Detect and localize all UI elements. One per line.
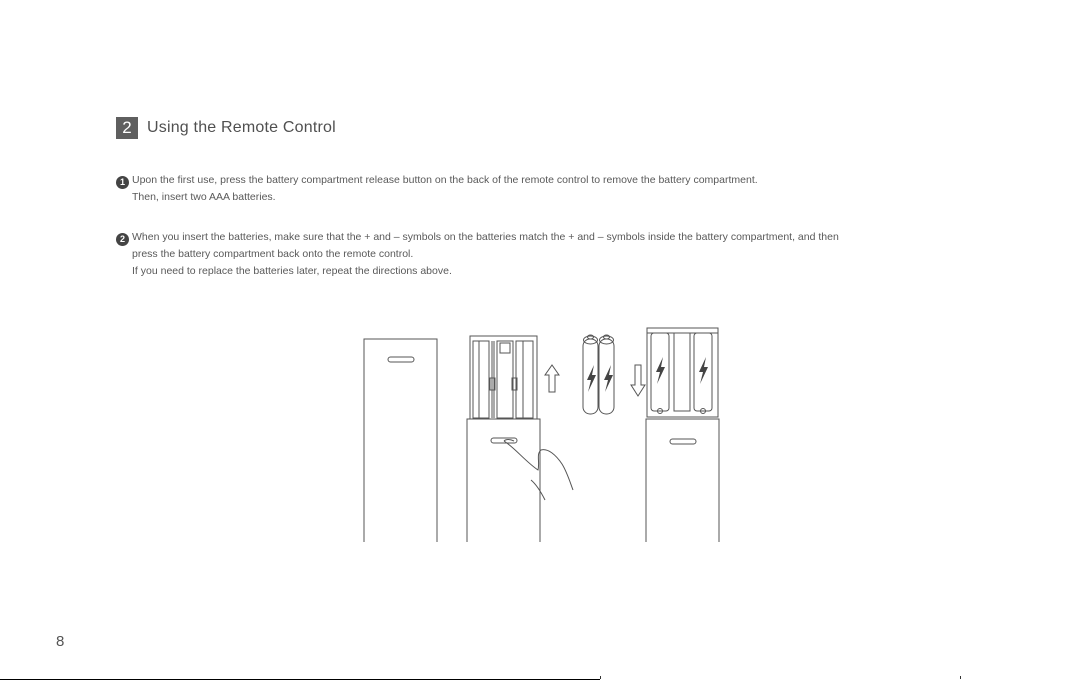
arrow-down-icon bbox=[631, 365, 645, 396]
crop-mark bbox=[960, 676, 961, 679]
step-1-marker: 1 bbox=[116, 176, 129, 189]
aaa-battery-icon bbox=[583, 335, 614, 414]
step-1-line-2: Then, insert two AAA batteries. bbox=[132, 191, 276, 203]
step-2-marker: 2 bbox=[116, 233, 129, 246]
crop-mark bbox=[600, 676, 601, 679]
hand-pointer-icon bbox=[504, 440, 573, 501]
step-2-line-2: press the battery compartment back onto the remote control. bbox=[132, 248, 414, 260]
section-number-badge: 2 bbox=[116, 117, 138, 139]
remote-control-icon bbox=[364, 339, 437, 542]
step-2-line-1: When you insert the batteries, make sure that the + and – symbols on the batteries match the + and – symbols inside the battery compartment, and then bbox=[132, 231, 839, 243]
battery-compartment-icon bbox=[467, 336, 540, 542]
step-2-line-3: If you need to replace the batteries later, repeat the directions above. bbox=[132, 265, 452, 277]
footer-rule bbox=[0, 679, 600, 680]
step-1-line-1: Upon the first use, press the battery compartment release button on the back of the remote control to remove the battery compartment. bbox=[132, 174, 758, 186]
arrow-up-icon bbox=[545, 365, 559, 392]
section-title: Using the Remote Control bbox=[147, 119, 336, 136]
page-number: 8 bbox=[56, 633, 65, 650]
